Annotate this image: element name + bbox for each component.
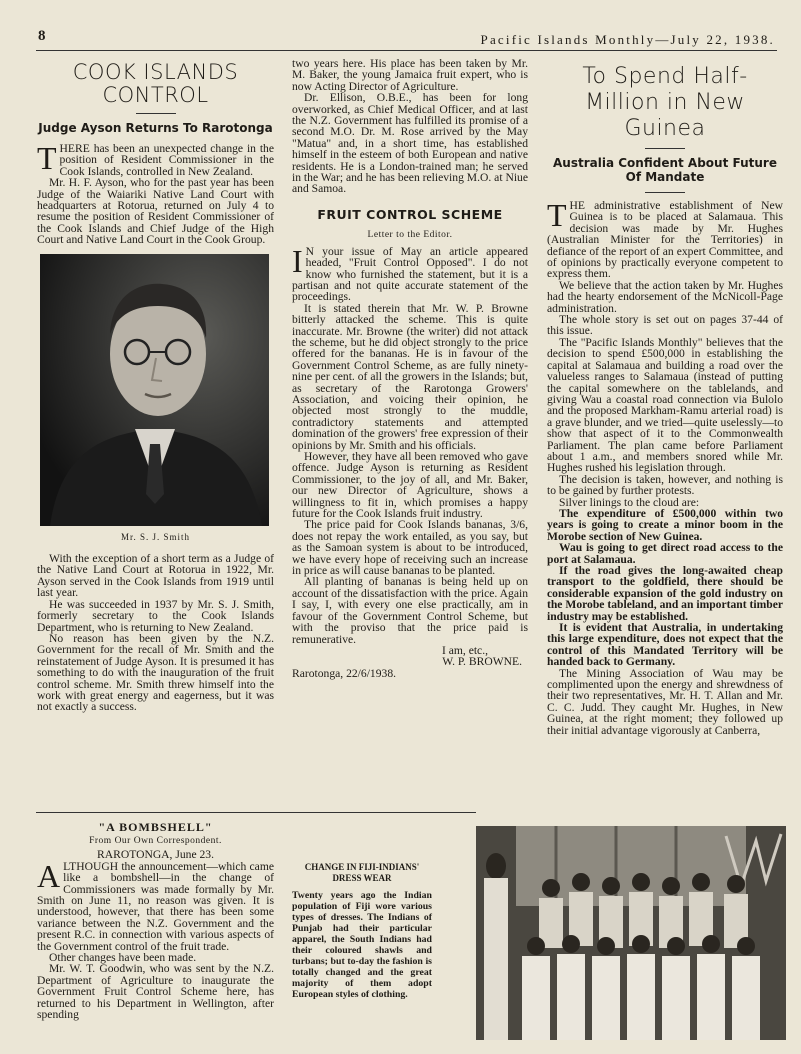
running-header: Pacific Islands Monthly—July 22, 1938. bbox=[480, 32, 775, 47]
fruit-paragraph: However, they have all been removed who gave offence. Judge Ayson is returning as Resident Commissioner, to the joy of all, and Mr. Baker, our new Director of Agriculture, shows a willingness to fit in, which promises a happy future for the Cook Islands fruit industry. bbox=[292, 450, 528, 521]
guinea-paragraph: We believe that the action taken by Mr. Hughes had the hearty endorsement of the McNicoll-Page administration. bbox=[547, 278, 783, 315]
guinea-subhead: Australia Confident About Future Of Mandate bbox=[553, 156, 777, 184]
guinea-paragraph: The Mining Association of Wau may be complimented upon the energy and shrewdness of their two representatives, Mr. H. T. Allan and Mr. C. C. Judd. They caught Mr. Hughes, in New Guinea, at the right moment; they followed up their initial advantage vigorously at Canberra, bbox=[547, 666, 783, 737]
silver-lining-item: If the road gives the long-awaited cheap transport to the goldfield, there should be considerable expansion of the gold industry on the Morobe tableland, and an important timber industry may be established. bbox=[547, 564, 783, 623]
page-number: 8 bbox=[38, 28, 46, 44]
silver-lining-item: Wau is going to get direct road access to the port at Salamaua. bbox=[547, 541, 783, 566]
fiji-title: CHANGE IN FIJI-INDIANS' DRESS WEAR bbox=[304, 862, 420, 883]
divider bbox=[136, 113, 176, 114]
guinea-paragraph: The whole story is set out on pages 37-44 of this issue. bbox=[547, 313, 783, 338]
fiji-caption-box bbox=[292, 862, 432, 1000]
cook-paragraph: No reason has been given by the N.Z. Government for the recall of Mr. Smith and the reinstatement of Judge Ayson. It is presumed it has something to do with the inauguration of the fruit control scheme. Mr. Smith threw himself into the work with great energy and eagerness, but it was not exactly a success. bbox=[37, 631, 274, 714]
cook-continued-paragraph: Dr. Ellison, O.B.E., has been for long overworked, as Chief Medical Officer, and at last the N.Z. Government has fulfilled its promise of a second M.O. Dr. M. Rose arrived by the May "Matua" and, in a short time, has established himself in the esteem of both European and native residents. He is a London-trained man; he served in the War; and he has been relieving M.O. at Niue and Samoa. bbox=[292, 91, 528, 196]
cook-paragraph: He was succeeded in 1937 by Mr. S. J. Smith, formerly secretary to the Cook Islands Department, who is returning to New Zealand. bbox=[37, 597, 274, 634]
bombshell-paragraph: Other changes have been made. bbox=[49, 951, 197, 965]
portrait-caption: Mr. S. J. Smith bbox=[120, 531, 191, 542]
guinea-headline: To Spend Half-Million in New Guinea bbox=[582, 64, 748, 141]
cook-paragraph: THERE has been an unexpected change in the position of Resident Commissioner in the Cook Islands, controlled in New Zealand. bbox=[37, 140, 274, 178]
silver-lining-item: It is evident that Australia, in undertaking this large expenditure, does not expect that the control of this Mandated Territory will be handed back to Germany. bbox=[547, 621, 783, 669]
header-rule bbox=[36, 50, 777, 51]
bombshell-paragraph: Mr. W. T. Goodwin, who was sent by the N.Z. Department of Agriculture to inaugurate the Government Fruit Control Scheme here, has returned to his Department in Wellington, after spending bbox=[37, 962, 274, 1022]
bombshell-article bbox=[37, 820, 274, 1021]
fruit-paragraph: The price paid for Cook Islands bananas, 3/6, does not repay the work entailed, as you say, but as the Samoan system is about to be introduced, we have every hope of receiving such an increase in price as will cause bananas to be planted. bbox=[292, 518, 528, 578]
fiji-text: Twenty years ago the Indian population of Fiji wore various types of dresses. The Indians of Punjab had their particular apparel, the South Indians had their coloured shawls and turbans; but to-day the fashion is totally changed and the great majority of them adopt European styles of clothing. bbox=[292, 890, 432, 1000]
fruit-paragraph: It is stated therein that Mr. W. P. Browne bitterly attacked the scheme. This is quite inaccurate. Mr. Browne (the writer) did not attack the scheme, but he did object strongly to the price offered for the bananas. He is in favour of the Government Control Scheme, as are fully ninety-nine per cent. of all the growers in the Islands; but, as secretary of the Rarotonga Growers' Association, and voicing their opinion, he objected most strongly to the muddle, contradictory statements and attempted domination of the growers' free expression of their opinions by Mr. Smith and his officials. bbox=[292, 301, 528, 452]
cook-subhead: Judge Ayson Returns To Rarotonga bbox=[38, 121, 273, 135]
drop-cap: T bbox=[547, 197, 567, 233]
group-photo bbox=[476, 826, 786, 1040]
divider bbox=[645, 148, 685, 149]
letter-place-date: Rarotonga, 22/6/1938. bbox=[292, 666, 397, 680]
bombshell-byline: From Our Own Correspondent. bbox=[89, 836, 222, 846]
letter-signature: W. P. BROWNE. bbox=[442, 655, 522, 669]
silver-linings-list bbox=[547, 508, 783, 668]
cook-continued-paragraph: two years here. His place has been taken by Mr. M. Baker, the young Jamaica fruit expert, who is now Acting Director of Agriculture. bbox=[292, 57, 528, 93]
fruit-paragraph: All planting of bananas is being held up on account of the dissatisfaction with the price. Again I say, I, with every one else practically, am in favour of the Government Control Scheme, but with the proviso that the price paid is remunerative. bbox=[292, 575, 528, 646]
silver-lining-item: The expenditure of £500,000 within two years is going to create a minor boom in the Morobe section of New Guinea. bbox=[547, 506, 783, 543]
bombshell-paragraph: ALTHOUGH the announcement—which came like a bombshell—in the change of Commissioners was made formally by Mr. Smith on June 11, no reason was given. It is understood, however, that there has been some variance between the N.Z. Government and the present R.C. in connection with various aspects of the Government control of the fruit trade. bbox=[37, 857, 274, 953]
guinea-paragraph: THE administrative establishment of New Guinea is to be placed at Salamaua. This decision was made by Mr. Hughes (Australian Minister for the Territories) in defiance of the report of an expert Committee, and of opinions by practically everyone competent to express them. bbox=[547, 197, 783, 281]
bombshell-dateline: RAROTONGA, June 23. bbox=[96, 848, 214, 862]
new-guinea-article bbox=[547, 58, 783, 736]
cook-islands-article bbox=[37, 58, 274, 713]
drop-cap: I bbox=[292, 242, 303, 279]
guinea-paragraph: Silver linings to the cloud are: bbox=[559, 495, 700, 509]
drop-cap: T bbox=[37, 140, 57, 176]
group-photo-image bbox=[476, 826, 786, 1040]
divider bbox=[645, 192, 685, 193]
letter-closing: I am, etc., bbox=[441, 643, 488, 657]
fruit-paragraph: I N your issue of May an article appeared headed, "Fruit Control Opposed". I do not know who furnished the statement, but it is a partisan and not quite accurate statement of the proceedings. bbox=[292, 242, 528, 304]
portrait-image bbox=[40, 254, 269, 526]
portrait-photo bbox=[40, 254, 269, 526]
cook-paragraph: Mr. H. F. Ayson, who for the past year has been Judge of the Waiariki Native Land Court with headquarters at Rotorua, returned on July 4 to resume the position of Resident Commissioner of the Cook Islands and Chief Judge of the High Court and Native Land Court in the Cook Group. bbox=[37, 176, 274, 247]
cook-paragraph: With the exception of a short term as a Judge of the Native Land Court at Rotorua in 1922, Mr. Ayson served in the Cook Islands from 1919 until last year. bbox=[37, 552, 274, 600]
fruit-control-column bbox=[292, 58, 528, 679]
section-rule bbox=[36, 812, 476, 813]
cook-headline: COOK ISLANDS CONTROL bbox=[72, 60, 239, 107]
bombshell-headline: "A BOMBSHELL" bbox=[98, 820, 213, 834]
guinea-paragraph: The "Pacific Islands Monthly" believes that the decision to spend £500,000 in establishing the capital at Salamaua and building a road over the valueless ranges to Salamaua (instead of putting the capital somewhere on the tablelands, and giving Wau a coastal road connection via Bulolo and the proposed Markham-Ramu arterial road) is a grave blunder, and we tried—quite uselessly—to show that aspect of it to the Commonwealth Parliament. The plan came before Parliament about 1 a.m., and members snored while Mr. Hughes rushed his legislation through. bbox=[547, 335, 783, 475]
fruit-headline: FRUIT CONTROL SCHEME bbox=[317, 206, 503, 222]
drop-cap: A bbox=[37, 857, 61, 894]
guinea-paragraph: The decision is taken, however, and nothing is to be gained by further protests. bbox=[547, 472, 783, 498]
fruit-kicker: Letter to the Editor. bbox=[367, 230, 453, 241]
